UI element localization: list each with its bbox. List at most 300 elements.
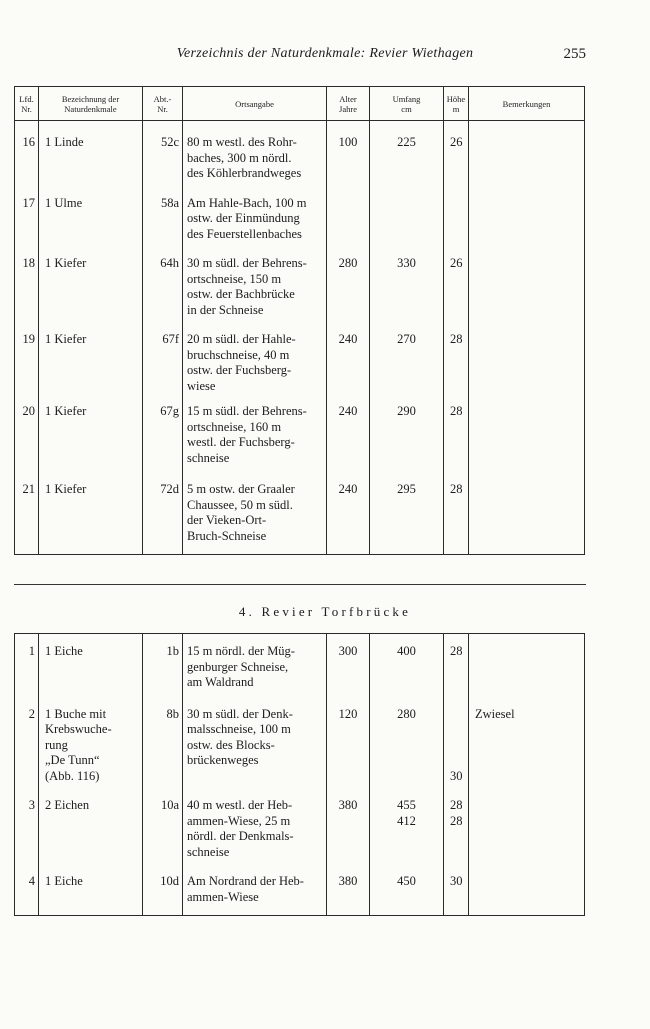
cell-line: 28 bbox=[450, 404, 463, 418]
monument-name bbox=[39, 196, 143, 243]
spacer-cell bbox=[143, 544, 183, 555]
spacer-cell bbox=[327, 544, 370, 555]
cell-line: Bruch-Schneise bbox=[187, 528, 267, 543]
cell-line: des Feuerstellenbaches bbox=[187, 226, 302, 241]
col-header-text: cm bbox=[401, 103, 412, 114]
cell-line: Am Hahle-Bach, 100 m bbox=[187, 195, 307, 210]
table-row bbox=[15, 482, 585, 544]
table-spacer-row bbox=[15, 466, 585, 482]
col-header-text: Umfang bbox=[392, 93, 421, 104]
spacer-cell bbox=[469, 634, 585, 645]
col-header-umfang bbox=[370, 87, 444, 121]
circumference-cm bbox=[370, 135, 444, 182]
remarks bbox=[469, 332, 585, 394]
cell-line: 28 bbox=[450, 813, 463, 828]
cell-line: 450 bbox=[397, 874, 416, 888]
spacer-cell bbox=[469, 466, 585, 482]
col-header-text: Ortsangabe bbox=[235, 98, 274, 109]
location bbox=[183, 135, 327, 182]
spacer-cell bbox=[444, 691, 469, 707]
cell-line bbox=[450, 753, 468, 769]
cell-line: 1 Kiefer bbox=[45, 332, 87, 346]
spacer-cell bbox=[444, 860, 469, 874]
cell-line: 280 bbox=[397, 706, 416, 721]
spacer-cell bbox=[143, 784, 183, 798]
cell-line: 225 bbox=[397, 135, 416, 149]
monument-name bbox=[39, 256, 143, 318]
table-row bbox=[15, 874, 585, 905]
remarks bbox=[469, 196, 585, 243]
spacer-cell bbox=[469, 318, 585, 332]
spacer-cell bbox=[327, 634, 370, 645]
table-header-row bbox=[15, 87, 585, 121]
cell-line: 1 Ulme bbox=[45, 195, 83, 210]
table-spacer-row bbox=[15, 318, 585, 332]
height-m bbox=[444, 135, 469, 182]
spacer-cell bbox=[143, 905, 183, 916]
spacer-cell bbox=[444, 182, 469, 196]
spacer-cell bbox=[327, 318, 370, 332]
spacer-cell bbox=[39, 784, 143, 798]
section-number: 1b bbox=[143, 644, 183, 691]
cell-line: 28 bbox=[450, 644, 463, 658]
spacer-cell bbox=[15, 634, 39, 645]
spacer-cell bbox=[183, 691, 327, 707]
cell-line: 2 Eichen bbox=[45, 798, 90, 812]
cell-line: 26 bbox=[450, 135, 463, 149]
cell-line: 100 bbox=[338, 135, 358, 149]
table-row bbox=[15, 332, 585, 394]
table-spacer-row bbox=[15, 121, 585, 136]
spacer-cell bbox=[327, 182, 370, 196]
spacer-cell bbox=[183, 466, 327, 482]
cell-line bbox=[450, 196, 468, 212]
cell-line: westl. der Fuchsberg- bbox=[187, 435, 295, 449]
cell-line bbox=[475, 256, 584, 272]
spacer-cell bbox=[15, 182, 39, 196]
location bbox=[183, 256, 327, 318]
spacer-cell bbox=[39, 691, 143, 707]
spacer-cell bbox=[39, 544, 143, 555]
circumference-cm bbox=[370, 256, 444, 318]
cell-line: 15 m nördl. der Müg- bbox=[187, 644, 295, 658]
spacer-cell bbox=[183, 182, 327, 196]
cell-line: ammen-Wiese, 25 m bbox=[187, 813, 291, 828]
cell-line: 240 bbox=[338, 404, 358, 418]
spacer-cell bbox=[183, 544, 327, 555]
location bbox=[183, 644, 327, 691]
location bbox=[183, 332, 327, 394]
cell-line bbox=[475, 482, 584, 498]
cell-line: baches, 300 m nördl. bbox=[187, 150, 292, 165]
spacer-cell bbox=[39, 860, 143, 874]
circumference-cm bbox=[370, 482, 444, 544]
col-header-hohe bbox=[444, 87, 469, 121]
entry-number: 2 bbox=[15, 707, 39, 785]
spacer-cell bbox=[183, 121, 327, 136]
cell-line: Krebswuche- bbox=[45, 722, 112, 736]
cell-line: bruchschneise, 40 m bbox=[187, 347, 290, 362]
spacer-cell bbox=[143, 394, 183, 404]
location bbox=[183, 707, 327, 785]
cell-line bbox=[475, 644, 584, 660]
location bbox=[183, 404, 327, 466]
monument-name bbox=[39, 404, 143, 466]
height-m bbox=[444, 482, 469, 544]
spacer-cell bbox=[183, 860, 327, 874]
cell-line: wiese bbox=[187, 378, 216, 393]
col-header-text: Naturdenkmale bbox=[64, 103, 117, 114]
cell-line: 40 m westl. der Heb- bbox=[187, 798, 293, 812]
spacer-cell bbox=[143, 121, 183, 136]
cell-line: 240 bbox=[338, 332, 358, 346]
spacer-cell bbox=[143, 182, 183, 196]
section-number: 67g bbox=[143, 404, 183, 466]
spacer-cell bbox=[370, 691, 444, 707]
spacer-cell bbox=[444, 634, 469, 645]
spacer-cell bbox=[15, 466, 39, 482]
monuments-table-torfbruecke bbox=[14, 633, 585, 916]
spacer-cell bbox=[370, 318, 444, 332]
cell-line: ostw. der Bachbrücke bbox=[187, 287, 295, 301]
cell-line: ortschneise, 150 m bbox=[187, 271, 282, 286]
cell-line bbox=[450, 738, 468, 754]
table-spacer-row bbox=[15, 394, 585, 404]
cell-line bbox=[475, 196, 584, 212]
monument-name bbox=[39, 332, 143, 394]
cell-line: 380 bbox=[338, 798, 358, 812]
cell-line bbox=[475, 135, 584, 151]
cell-line: 412 bbox=[397, 813, 416, 828]
spacer-cell bbox=[15, 905, 39, 916]
table-row bbox=[15, 404, 585, 466]
remarks bbox=[469, 135, 585, 182]
table-row bbox=[15, 135, 585, 182]
spacer-cell bbox=[327, 860, 370, 874]
height-m bbox=[444, 404, 469, 466]
table-row bbox=[15, 798, 585, 860]
table-spacer-row bbox=[15, 242, 585, 256]
remarks bbox=[469, 404, 585, 466]
table-row bbox=[15, 707, 585, 785]
age-years bbox=[327, 874, 370, 905]
cell-line: 5 m ostw. der Graaler bbox=[187, 482, 295, 496]
spacer-cell bbox=[370, 182, 444, 196]
spacer-cell bbox=[327, 905, 370, 916]
height-m bbox=[444, 256, 469, 318]
spacer-cell bbox=[469, 691, 585, 707]
cell-line: am Waldrand bbox=[187, 675, 254, 689]
entry-number: 21 bbox=[15, 482, 39, 544]
cell-line: Zwiesel bbox=[475, 706, 515, 721]
table-spacer-row bbox=[15, 905, 585, 916]
cell-line: 28 bbox=[450, 332, 463, 346]
section-number: 52c bbox=[143, 135, 183, 182]
remarks bbox=[469, 644, 585, 691]
height-m bbox=[444, 196, 469, 243]
monument-name bbox=[39, 798, 143, 860]
section-divider bbox=[14, 584, 586, 585]
spacer-cell bbox=[444, 466, 469, 482]
spacer-cell bbox=[183, 318, 327, 332]
cell-line: des Köhlerbrandweges bbox=[187, 166, 302, 180]
circumference-cm bbox=[370, 798, 444, 860]
table-spacer-row bbox=[15, 784, 585, 798]
location bbox=[183, 798, 327, 860]
col-header-text: Nr. bbox=[157, 103, 168, 114]
section-heading: 4. Revier Torfbrücke bbox=[238, 604, 412, 619]
spacer-cell bbox=[370, 394, 444, 404]
spacer-cell bbox=[327, 784, 370, 798]
spacer-cell bbox=[183, 242, 327, 256]
entry-number: 1 bbox=[15, 644, 39, 691]
section-number: 67f bbox=[143, 332, 183, 394]
spacer-cell bbox=[469, 544, 585, 555]
cell-line bbox=[450, 707, 468, 723]
cell-line: 1 Kiefer bbox=[45, 482, 87, 496]
cell-line: brückenweges bbox=[187, 753, 259, 767]
remarks bbox=[469, 874, 585, 905]
cell-line: 30 bbox=[450, 874, 463, 888]
spacer-cell bbox=[444, 394, 469, 404]
spacer-cell bbox=[327, 242, 370, 256]
cell-line bbox=[450, 722, 468, 738]
spacer-cell bbox=[15, 544, 39, 555]
monument-name bbox=[39, 874, 143, 905]
location bbox=[183, 874, 327, 905]
circumference-cm bbox=[370, 707, 444, 785]
cell-line: „De Tunn“ bbox=[45, 753, 100, 767]
spacer-cell bbox=[370, 242, 444, 256]
cell-line: ortschneise, 160 m bbox=[187, 419, 282, 434]
remarks bbox=[469, 256, 585, 318]
cell-line: 30 m südl. der Denk- bbox=[187, 706, 293, 721]
col-header-abt bbox=[143, 87, 183, 121]
table-row bbox=[15, 256, 585, 318]
cell-line: 270 bbox=[397, 332, 416, 346]
cell-line: rung bbox=[45, 737, 68, 752]
cell-line: ostw. der Fuchsberg- bbox=[187, 363, 292, 377]
col-header-text: m bbox=[452, 103, 460, 114]
spacer-cell bbox=[39, 121, 143, 136]
spacer-cell bbox=[327, 466, 370, 482]
spacer-cell bbox=[143, 691, 183, 707]
col-header-text: Nr. bbox=[21, 103, 32, 114]
cell-line: 30 bbox=[450, 768, 463, 783]
section-number: 10a bbox=[143, 798, 183, 860]
table-spacer-row bbox=[15, 860, 585, 874]
spacer-cell bbox=[370, 905, 444, 916]
spacer-cell bbox=[469, 784, 585, 798]
monument-name bbox=[39, 707, 143, 785]
spacer-cell bbox=[370, 634, 444, 645]
cell-line bbox=[327, 196, 369, 212]
cell-line: 1 Eiche bbox=[45, 874, 83, 888]
cell-line: in der Schneise bbox=[187, 302, 264, 317]
spacer-cell bbox=[444, 318, 469, 332]
monument-name bbox=[39, 644, 143, 691]
spacer-cell bbox=[15, 860, 39, 874]
cell-line: 300 bbox=[338, 644, 358, 658]
cell-line: 1 Kiefer bbox=[45, 256, 87, 270]
cell-line: schneise bbox=[187, 844, 230, 859]
circumference-cm bbox=[370, 196, 444, 243]
spacer-cell bbox=[15, 394, 39, 404]
col-header-text: Höhe bbox=[446, 93, 466, 104]
spacer-cell bbox=[39, 905, 143, 916]
cell-line: 290 bbox=[397, 404, 416, 418]
age-years bbox=[327, 135, 370, 182]
cell-line: 1 Buche mit bbox=[45, 706, 107, 721]
cell-line: (Abb. 116) bbox=[45, 768, 100, 783]
spacer-cell bbox=[370, 121, 444, 136]
table-spacer-row bbox=[15, 544, 585, 555]
spacer-cell bbox=[469, 905, 585, 916]
col-header-text: Bezeichnung der bbox=[61, 93, 120, 104]
age-years bbox=[327, 707, 370, 785]
remarks bbox=[469, 798, 585, 860]
page-number: 255 bbox=[563, 46, 586, 62]
circumference-cm bbox=[370, 332, 444, 394]
spacer-cell bbox=[39, 242, 143, 256]
circumference-cm bbox=[370, 874, 444, 905]
section-number: 8b bbox=[143, 707, 183, 785]
cell-line: Chaussee, 50 m südl. bbox=[187, 497, 293, 512]
spacer-cell bbox=[183, 634, 327, 645]
spacer-cell bbox=[15, 242, 39, 256]
spacer-cell bbox=[469, 182, 585, 196]
entry-number: 16 bbox=[15, 135, 39, 182]
spacer-cell bbox=[444, 905, 469, 916]
cell-line: 80 m westl. des Rohr- bbox=[187, 135, 297, 149]
cell-line: 330 bbox=[397, 256, 416, 270]
col-header-bem bbox=[469, 87, 585, 121]
col-header-text: Abt.- bbox=[153, 93, 172, 104]
spacer-cell bbox=[143, 634, 183, 645]
col-header-text: Alter bbox=[339, 93, 357, 104]
age-years bbox=[327, 332, 370, 394]
cell-line: 280 bbox=[338, 256, 358, 270]
spacer-cell bbox=[444, 121, 469, 136]
spacer-cell bbox=[143, 860, 183, 874]
spacer-cell bbox=[370, 784, 444, 798]
cell-line: 120 bbox=[338, 706, 358, 721]
age-years bbox=[327, 404, 370, 466]
cell-line: malsschneise, 100 m bbox=[187, 722, 291, 736]
spacer-cell bbox=[183, 905, 327, 916]
table-row bbox=[15, 644, 585, 691]
remarks bbox=[469, 482, 585, 544]
table-spacer-row bbox=[15, 182, 585, 196]
cell-line: 240 bbox=[338, 482, 358, 496]
table-spacer-row bbox=[15, 634, 585, 645]
cell-line: Am Nordrand der Heb- bbox=[187, 874, 304, 888]
entry-number: 18 bbox=[15, 256, 39, 318]
cell-line: 380 bbox=[338, 874, 358, 888]
cell-line bbox=[475, 798, 584, 814]
monument-name bbox=[39, 135, 143, 182]
spacer-cell bbox=[327, 691, 370, 707]
spacer-cell bbox=[469, 121, 585, 136]
spacer-cell bbox=[183, 784, 327, 798]
spacer-cell bbox=[444, 242, 469, 256]
cell-line: 400 bbox=[397, 644, 416, 658]
spacer-cell bbox=[143, 242, 183, 256]
cell-line bbox=[475, 332, 584, 348]
location bbox=[183, 482, 327, 544]
circumference-cm bbox=[370, 644, 444, 691]
page-title: Verzeichnis der Naturdenkmale: Revier Wiethagen bbox=[176, 46, 474, 61]
cell-line: 20 m südl. der Hahle- bbox=[187, 332, 296, 346]
cell-line: 15 m südl. der Behrens- bbox=[187, 404, 307, 418]
col-header-ort bbox=[183, 87, 327, 121]
remarks bbox=[469, 707, 585, 785]
col-header-bezeichnung bbox=[39, 87, 143, 121]
section-number: 58a bbox=[143, 196, 183, 243]
age-years bbox=[327, 482, 370, 544]
cell-line bbox=[475, 874, 584, 890]
spacer-cell bbox=[39, 182, 143, 196]
monument-name bbox=[39, 482, 143, 544]
cell-line: 1 Eiche bbox=[45, 644, 83, 658]
entry-number: 17 bbox=[15, 196, 39, 243]
location bbox=[183, 196, 327, 243]
cell-line bbox=[475, 404, 584, 420]
section-number: 10d bbox=[143, 874, 183, 905]
entry-number: 4 bbox=[15, 874, 39, 905]
cell-line bbox=[370, 196, 443, 212]
spacer-cell bbox=[15, 691, 39, 707]
spacer-cell bbox=[370, 860, 444, 874]
spacer-cell bbox=[444, 544, 469, 555]
cell-line: 455 bbox=[397, 798, 416, 812]
cell-line: nördl. der Denkmals- bbox=[187, 829, 294, 843]
spacer-cell bbox=[469, 394, 585, 404]
col-header-lfd bbox=[15, 87, 39, 121]
section-number: 72d bbox=[143, 482, 183, 544]
spacer-cell bbox=[15, 318, 39, 332]
entry-number: 3 bbox=[15, 798, 39, 860]
age-years bbox=[327, 196, 370, 243]
col-header-text: Jahre bbox=[339, 103, 357, 114]
section-number: 64h bbox=[143, 256, 183, 318]
table-spacer-row bbox=[15, 691, 585, 707]
cell-line: ostw. der Einmündung bbox=[187, 211, 300, 225]
running-head bbox=[0, 46, 650, 66]
spacer-cell bbox=[39, 318, 143, 332]
height-m bbox=[444, 332, 469, 394]
cell-line: ammen-Wiese bbox=[187, 889, 259, 904]
height-m bbox=[444, 798, 469, 860]
col-header-alter bbox=[327, 87, 370, 121]
entry-number: 20 bbox=[15, 404, 39, 466]
spacer-cell bbox=[183, 394, 327, 404]
height-m bbox=[444, 644, 469, 691]
col-header-text: Lfd. bbox=[19, 93, 34, 104]
spacer-cell bbox=[39, 634, 143, 645]
spacer-cell bbox=[327, 121, 370, 136]
cell-line: 26 bbox=[450, 256, 463, 270]
spacer-cell bbox=[444, 784, 469, 798]
cell-line: 1 Linde bbox=[45, 135, 84, 149]
circumference-cm bbox=[370, 404, 444, 466]
cell-line: schneise bbox=[187, 450, 230, 465]
spacer-cell bbox=[370, 466, 444, 482]
spacer-cell bbox=[143, 466, 183, 482]
monuments-table-wiethagen bbox=[14, 86, 585, 555]
spacer-cell bbox=[15, 121, 39, 136]
table-row bbox=[15, 196, 585, 243]
